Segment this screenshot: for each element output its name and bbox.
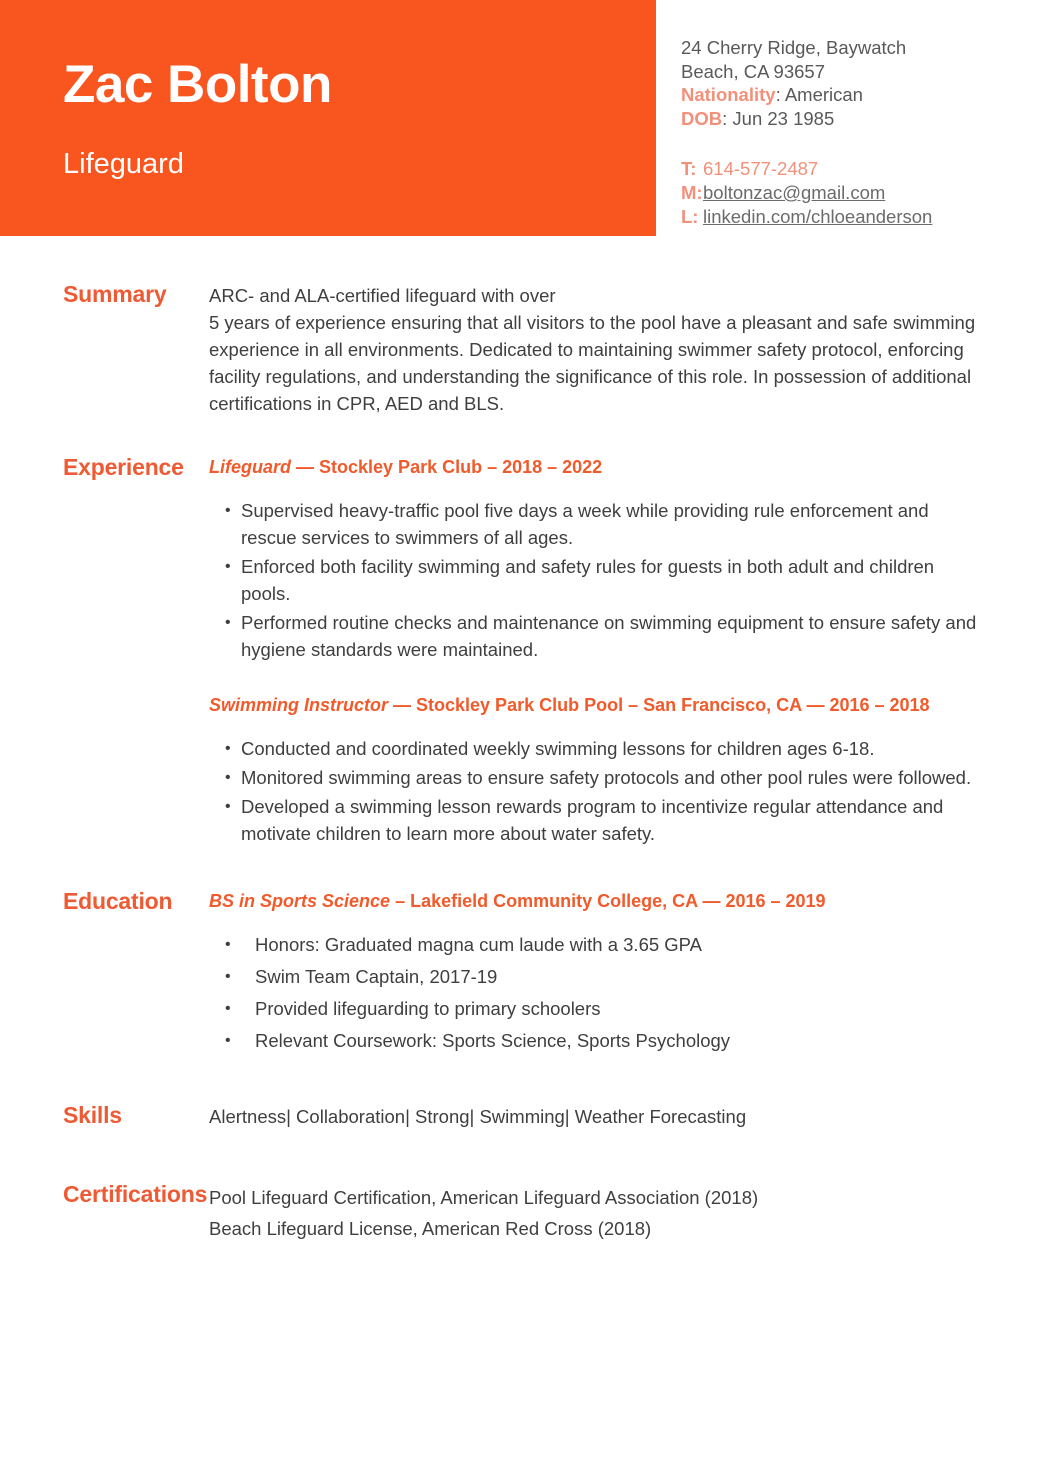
linkedin-label: L: (681, 206, 699, 227)
summary-section (0, 282, 1040, 417)
education-bullet-list (209, 931, 980, 1054)
experience-entry (209, 693, 980, 847)
certifications-content (209, 1182, 1040, 1244)
list-item: • Supervised heavy-traffic pool five days a week while providing rule enforcement and rescue services to swimmers of all ages. (209, 497, 980, 551)
list-item: • Performed routine checks and maintenance on swimming equipment to ensure safety and hygiene standards were maintained. (209, 609, 980, 663)
list-item: • Honors: Graduated magna cum laude with a 3.65 GPA (209, 931, 980, 958)
education-degree: BS in Sports Science (209, 891, 391, 911)
email-label: M: (681, 182, 703, 203)
list-item: • Relevant Coursework: Sports Science, Sports Psychology (209, 1027, 980, 1054)
skills-content (209, 1103, 1040, 1130)
experience-entry-role: Swimming Instructor (209, 695, 389, 715)
list-item: • Developed a swimming lesson rewards program to incentivize regular attendance and motivate children to learn more about water safety. (209, 793, 980, 847)
experience-section (0, 455, 1040, 849)
linkedin-link[interactable]: linkedin.com/chloeanderson (703, 206, 933, 227)
experience-content (209, 455, 1040, 849)
dob-value: : Jun 23 1985 (722, 107, 835, 129)
phone-value[interactable]: 614-577-2487 (703, 158, 819, 179)
experience-heading: Experience (63, 454, 184, 480)
skills-list: Alertness| Collaboration| Strong| Swimming| Weather Forecasting (209, 1106, 747, 1127)
experience-entry-meta: — Stockley Park Club – 2018 – 2022 (291, 457, 603, 477)
education-entry-title (209, 889, 980, 914)
skills-section (0, 1103, 1040, 1130)
summary-paragraph-2: 5 years of experience ensuring that all visitors to the pool have a pleasant and safe swimming experience in all environments. Dedicated to maintaining swimmer safety protocol, enforcing facility regulations, and understanding the significance of this role. In possession of additional certifications in CPR, AED and BLS. (209, 312, 976, 414)
list-item: • Conducted and coordinated weekly swimming lessons for children ages 6-18. (209, 735, 980, 762)
summary-paragraph-1: ARC- and ALA-certified lifeguard with over (209, 285, 556, 306)
candidate-job-title: Lifeguard (63, 148, 184, 180)
phone-row (681, 157, 1026, 181)
education-entry-meta: – Lakefield Community College, CA — 2016 – 2019 (390, 891, 826, 911)
list-item: • Monitored swimming areas to ensure safety protocols and other pool rules were followed. (209, 764, 980, 791)
nationality-value: : American (775, 84, 863, 105)
address-line-2: Beach, CA 93657 (681, 60, 825, 82)
linkedin-row (681, 205, 1026, 229)
education-section (0, 889, 1040, 1059)
resume-header (0, 0, 1040, 236)
summary-content (209, 282, 1040, 417)
list-item: • Provided lifeguarding to primary schoolers (209, 995, 980, 1022)
certifications-section (0, 1182, 1040, 1244)
experience-entry (209, 455, 980, 663)
list-item: • Swim Team Captain, 2017-19 (209, 963, 980, 990)
contact-links-block (681, 157, 1026, 229)
experience-entry-meta: — Stockley Park Club Pool – San Francisco, CA — 2016 – 2018 (388, 695, 930, 715)
dob-label: DOB (681, 107, 723, 129)
experience-bullet-list (209, 497, 980, 663)
email-link[interactable]: boltonzac@gmail.com (703, 182, 886, 203)
education-content (209, 889, 1040, 1059)
experience-entry-title (209, 455, 980, 480)
contact-info-block (681, 36, 1026, 130)
header-orange-banner (0, 0, 656, 236)
email-row (681, 181, 1026, 205)
experience-bullet-list (209, 735, 980, 847)
dob-row (681, 107, 1026, 131)
candidate-name: Zac Bolton (63, 55, 332, 114)
address-line-1: 24 Cherry Ridge, Baywatch (681, 37, 907, 58)
summary-heading: Summary (63, 281, 167, 307)
nationality-label: Nationality (681, 84, 776, 105)
phone-label: T: (681, 158, 697, 179)
certification-item: Pool Lifeguard Certification, American Lifeguard Association (2018) (209, 1187, 759, 1208)
list-item: • Enforced both facility swimming and safety rules for guests in both adult and children pools. (209, 553, 980, 607)
experience-entry-role: Lifeguard (209, 457, 292, 477)
experience-entry-title (209, 693, 980, 718)
certification-item: Beach Lifeguard License, American Red Cross (2018) (209, 1218, 652, 1239)
nationality-row (681, 83, 1026, 107)
certifications-heading: Certifications (63, 1181, 208, 1207)
education-heading: Education (63, 888, 173, 914)
skills-heading: Skills (63, 1102, 122, 1128)
